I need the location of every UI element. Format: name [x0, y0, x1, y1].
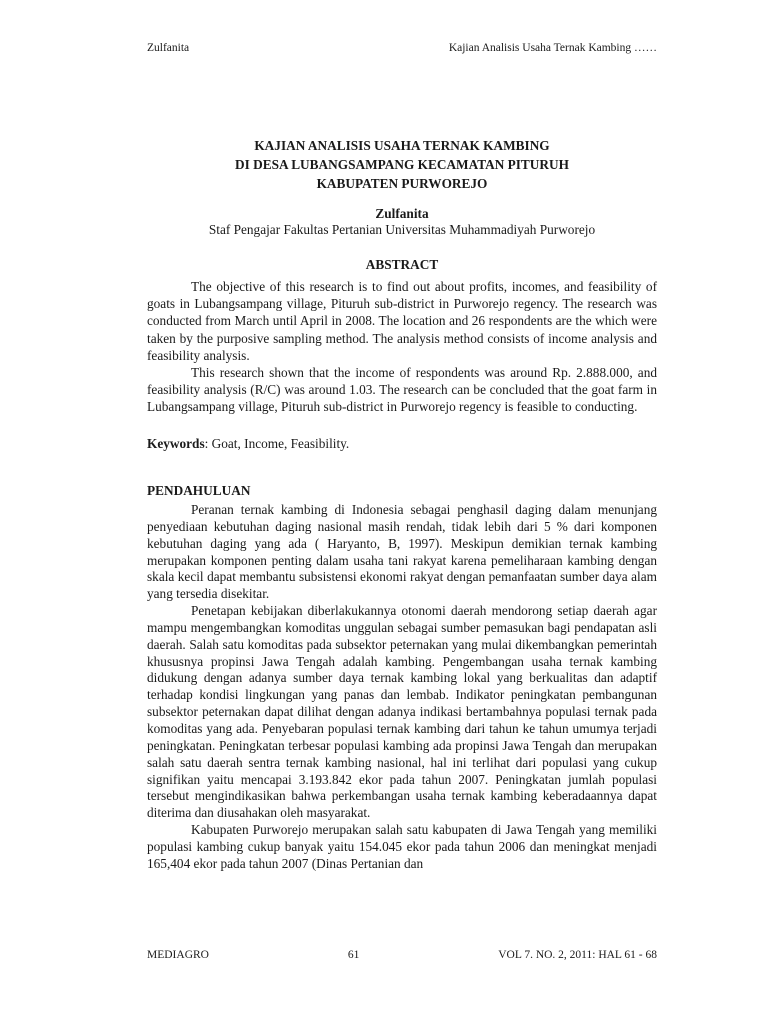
title-line-3: KABUPATEN PURWOREJO	[316, 176, 488, 191]
keywords-label: Keywords	[147, 436, 205, 451]
header-author: Zulfanita	[147, 42, 190, 54]
page-footer	[147, 949, 657, 961]
footer-volume: VOL 7. NO. 2, 2011: HAL 61 - 68	[498, 949, 657, 961]
keywords-line	[147, 436, 657, 452]
body-paragraph: Peranan ternak kambing di Indonesia sebagai penghasil daging dalam menunjang penyediaan kebutuhan daging nasional masih rendah, tidak lebih dari 5 % dari komponen kebutuhan daging yang ada ( Haryanto, B, 1997). Meskipun demikian ternak kambing merupakan komponen penting dalam usaha tani rakyat karena pemeliharaan kambing dengan skala kecil dapat membantu subsistensi ekonomi rakyat dengan pemanfaatan sumber daya alam yang tersedia disekitar.	[147, 502, 657, 602]
running-header	[147, 42, 657, 54]
abstract-heading: ABSTRACT	[365, 257, 439, 272]
abstract-paragraph: This research shown that the income of respondents was around Rp. 2.888.000, and feasibility analysis (R/C) was around 1.03. The research can be concluded that the goat farm in Lubangsampang village, Pituruh sub-district in Purworejo regency is feasible to conducting.	[147, 365, 657, 415]
abstract-paragraph: The objective of this research is to find out about profits, incomes, and feasibility of goats in Lubangsampang village, Pituruh sub-district in Purworejo regency. The research was conducted from March until April in 2008. The location and 26 respondents are the which were taken by the purposive sampling method. The analysis method consists of income analysis and feasibility analysis.	[147, 279, 657, 363]
keywords-text: : Goat, Income, Feasibility.	[204, 436, 350, 451]
title-line-2: DI DESA LUBANGSAMPANG KECAMATAN PITURUH	[235, 157, 569, 172]
author-affiliation: Staf Pengajar Fakultas Pertanian Universitas Muhammadiyah Purworejo	[208, 222, 596, 237]
paper-title	[147, 136, 657, 193]
section-heading: PENDAHULUAN	[147, 483, 251, 498]
header-running-title: Kajian Analisis Usaha Ternak Kambing ……	[448, 42, 657, 54]
body-paragraph: Kabupaten Purworejo merupakan salah satu kabupaten di Jawa Tengah yang memiliki populasi kambing cukup banyak yaitu 154.045 ekor pada tahun 2006 dan meningkat menjadi 165,404 ekor pada tahun 2007 (Dinas Pertanian dan	[147, 822, 657, 871]
author-name: Zulfanita	[375, 206, 429, 221]
title-line-1: KAJIAN ANALISIS USAHA TERNAK KAMBING	[254, 138, 550, 153]
abstract-body	[147, 278, 657, 416]
footer-journal: MEDIAGRO	[147, 949, 209, 961]
body-paragraph: Penetapan kebijakan diberlakukannya otonomi daerah mendorong setiap daerah agar mampu mengembangkan komoditas unggulan sebagai sumber pemasukan bagi pendapatan asli daerah. Salah satu komoditas pada subsektor peternakan yang mulai dikembangkan pemerintah khususnya propinsi Jawa Tengah adalah kambing. Pengembangan usaha ternak kambing didukung dengan adanya sumber daya ternak kambing lokal yang berkualitas dan adaptif terhadap kondisi lingkungan yang panas dan lembab. Indikator peningkatan pembangunan subsektor peternakan dapat dilihat dengan adanya indikasi bertambahnya populasi ternak pada komoditas yang ada. Penyebaran populasi ternak kambing dari tahun ke tahun umumya terjadi peningkatan. Peningkatan terbesar populasi kambing ada propinsi Jawa Tengah dan merupakan salah satu daerah sentra ternak kambing nasional, hal ini terlihat dari populasi yang cukup signifikan yaitu mencapai 3.193.842 ekor pada tahun 2007. Peningkatan jumlah populasi tersebut mengindikasikan bahwa perkembangan usaha ternak kambing keberadaannya dapat diterima dan diusahakan oleh masyarakat.	[147, 603, 657, 821]
section-body	[147, 502, 657, 873]
footer-page-number: 61	[347, 949, 360, 961]
